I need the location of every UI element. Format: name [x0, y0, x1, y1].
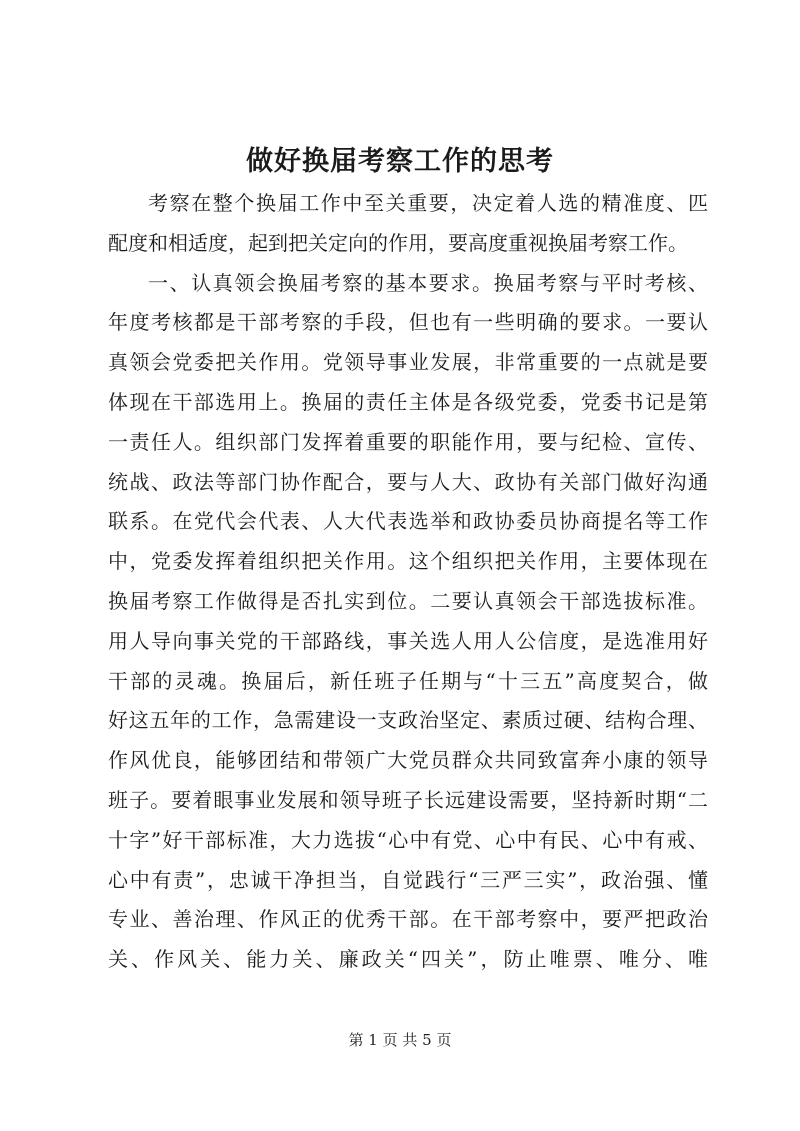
body-line: 班子。要着眼事业发展和领导班子长远建设需要，坚持新时期“二 — [108, 787, 708, 812]
body-line: 配度和相适度，起到把关定向的作用，要高度重视换届考察工作。 — [108, 230, 688, 255]
body-line: 统战、政法等部门协作配合，要与人大、政协有关部门做好沟通 — [108, 469, 708, 494]
body-line: 专业、善治理、作风正的优秀干部。在干部考察中，要严把政治 — [108, 907, 708, 932]
body-line: 中，党委发挥着组织把关作用。这个组织把关作用，主要体现在 — [108, 549, 708, 574]
body-line: 关、作风关、能力关、廉政关“四关”，防止唯票、唯分、唯 — [108, 947, 708, 972]
body-line: 年度考核都是干部考察的手段，但也有一些明确的要求。一要认 — [108, 310, 708, 335]
body-line: 考察在整个换届工作中至关重要，决定着人选的精准度、匹 — [148, 191, 708, 215]
body-line: 好这五年的工作，急需建设一支政治坚定、素质过硬、结构合理、 — [108, 708, 708, 733]
body-line: 作风优良，能够团结和带领广大党员群众共同致富奔小康的领导 — [108, 748, 708, 773]
document-body — [108, 184, 708, 980]
body-line: 联系。在党代会代表、人大代表选举和政协委员协商提名等工作 — [108, 509, 708, 534]
body-line: 干部的灵魂。换届后，新任班子任期与“十三五”高度契合，做 — [108, 668, 708, 693]
body-line: 真领会党委把关作用。党领导事业发展，非常重要的一点就是要 — [108, 350, 708, 375]
body-line: 一、认真领会换届考察的基本要求。换届考察与平时考核、 — [148, 270, 708, 295]
page-footer: 第 1 页 共 5 页 — [348, 1031, 452, 1049]
body-line: 心中有责”，忠诚干净担当，自觉践行“三严三实”，政治强、懂 — [108, 867, 708, 892]
body-line: 体现在干部选用上。换届的责任主体是各级党委，党委书记是第 — [108, 389, 708, 414]
body-line: 换届考察工作做得是否扎实到位。二要认真领会干部选拔标准。 — [108, 588, 708, 613]
document-title: 做好换届考察工作的思考 — [246, 146, 554, 177]
body-line: 十字”好干部标准，大力选拔“心中有党、心中有民、心中有戒、 — [108, 827, 708, 852]
body-line: 用人导向事关党的干部路线，事关选人用人公信度，是选准用好 — [108, 628, 708, 653]
body-line: 一责任人。组织部门发挥着重要的职能作用，要与纪检、宣传、 — [108, 429, 708, 454]
